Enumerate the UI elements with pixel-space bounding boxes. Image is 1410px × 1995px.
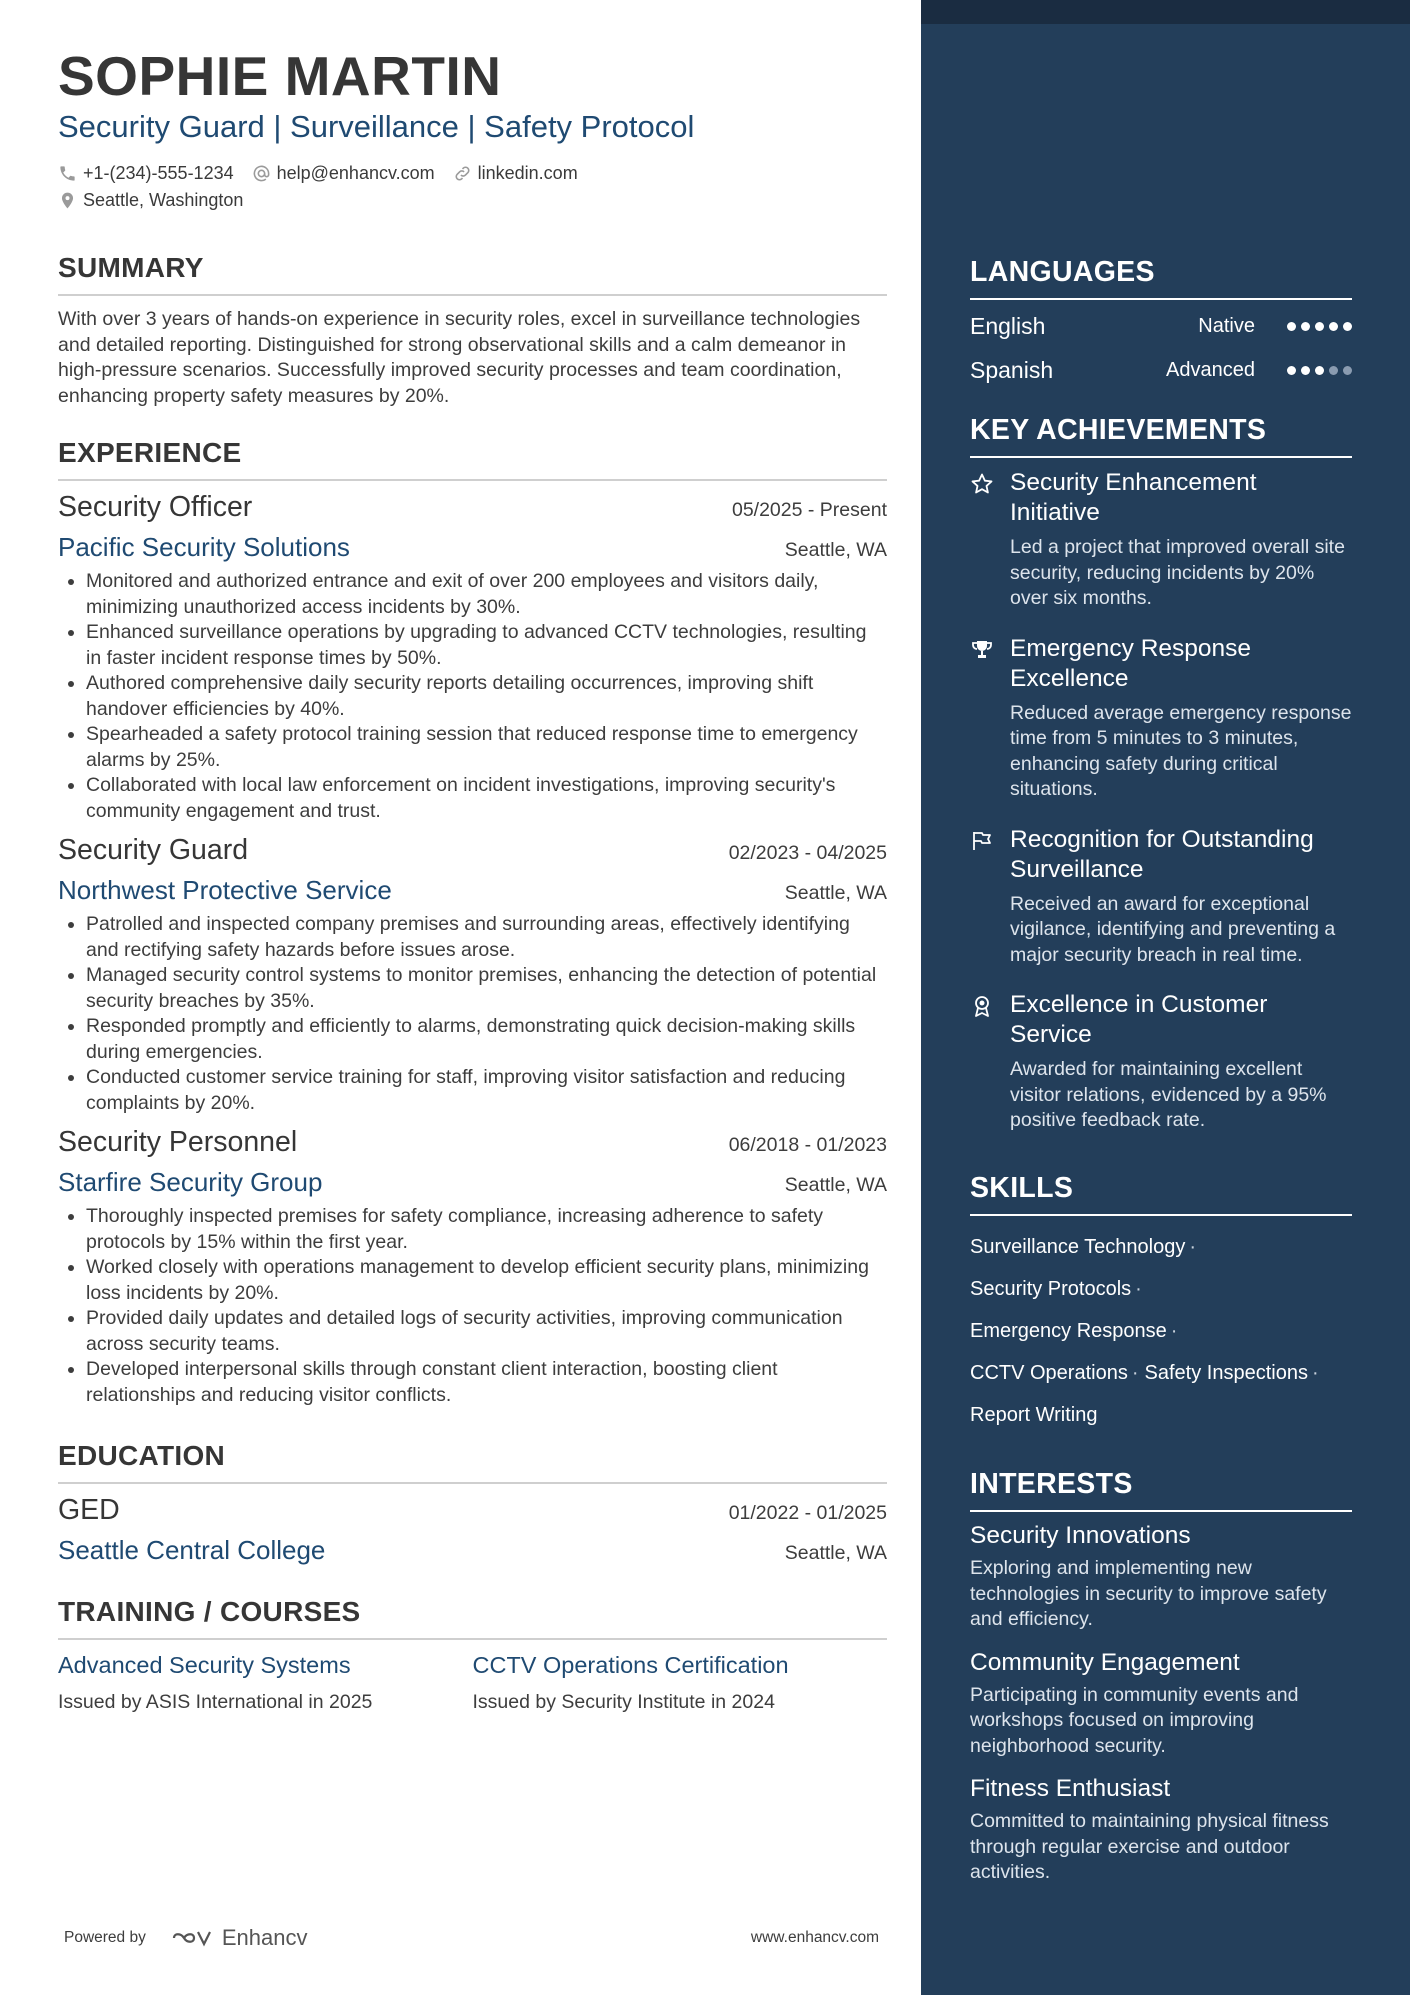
achievement-item: [970, 468, 1352, 612]
phone-icon: [58, 164, 77, 183]
candidate-name: SOPHIE MARTIN: [58, 45, 502, 107]
powered-by-label: Powered by: [64, 1929, 146, 1946]
job-bullet: • Authored comprehensive daily security reports detailing occurrences, improving shift handover efficiencies by 40%.: [86, 671, 887, 722]
contact-info: [58, 160, 887, 214]
interest-desc: Committed to maintaining physical fitness through regular exercise and outdoor activities.: [970, 1810, 1329, 1883]
footer: [64, 1925, 879, 1951]
enhancv-logo-icon: [168, 1926, 214, 1950]
achievement-title: Excellence in Customer Service: [1010, 991, 1268, 1048]
main-column: [58, 46, 887, 1714]
job-title: Security Guard: [58, 834, 249, 866]
phone-text: +1-(234)-555-1234: [83, 163, 234, 183]
job-dates: 06/2018 - 01/2023: [728, 1134, 887, 1156]
job-bullet: • Spearheaded a safety protocol training session that reduced response time to emergency alarms by 25%.: [86, 722, 887, 773]
course-issuer: Issued by ASIS International in 2025: [58, 1691, 373, 1713]
section-title-skills: SKILLS: [970, 1172, 1352, 1216]
rating-dot-filled: [1343, 322, 1352, 331]
training-section: [58, 1596, 887, 1714]
language-level: Advanced: [1166, 358, 1255, 381]
course-title: Advanced Security Systems: [58, 1652, 351, 1678]
job-bullet: • Developed interpersonal skills through constant client interaction, boosting client relationships and reducing visitor conflicts.: [86, 1357, 887, 1408]
job-bullet: • Conducted customer service training for staff, improving visitor satisfaction and reducing complaints by 20%.: [86, 1065, 887, 1116]
job-location: Seattle, WA: [784, 882, 887, 904]
section-title-training: TRAINING / COURSES: [58, 1596, 887, 1640]
section-title-education: EDUCATION: [58, 1440, 887, 1484]
rating-dot-filled: [1329, 322, 1338, 331]
language-item: [970, 304, 1352, 348]
experience-section: [58, 437, 887, 1408]
education-entry: [58, 1494, 887, 1566]
interest-title: Security Innovations: [970, 1522, 1191, 1549]
job-entry: [58, 1126, 887, 1408]
job-entry: [58, 834, 887, 1116]
company-name: Northwest Protective Service: [58, 875, 392, 905]
link-icon: [453, 164, 472, 183]
job-bullet: • Thoroughly inspected premises for safety compliance, increasing adherence to safety protocols by 15% within the first year.: [86, 1204, 887, 1255]
award-icon: [970, 994, 994, 1018]
interest-desc: Participating in community events and workshops focused on improving neighborhood security.: [970, 1683, 1299, 1757]
job-bullets: [58, 1204, 887, 1408]
course-item: [473, 1652, 888, 1714]
school-name: Seattle Central College: [58, 1535, 326, 1565]
trophy-icon: [970, 638, 994, 662]
section-title-languages: LANGUAGES: [970, 256, 1352, 300]
job-dates: 02/2023 - 04/2025: [728, 842, 887, 864]
summary-section: [58, 252, 887, 409]
skills-list: Surveillance Technology · Security Protocols · Emergency Response · CCTV Operations · Safety Inspections · Report Writing: [970, 1235, 1319, 1426]
education-dates: 01/2022 - 01/2025: [728, 1502, 887, 1524]
job-bullet: • Provided daily updates and detailed logs of security activities, improving communication across security teams.: [86, 1306, 887, 1357]
achievement-desc: Awarded for maintaining excellent visitor relations, evidenced by a 95% positive feedback rate.: [1010, 1058, 1327, 1131]
interest-desc: Exploring and implementing new technologies in security to improve safety and efficiency.: [970, 1557, 1327, 1630]
rating-dot-filled: [1315, 322, 1324, 331]
achievement-desc: Received an award for exceptional vigilance, identifying and preventing a major security breach in real time.: [1010, 892, 1336, 966]
interest-item: [970, 1522, 1352, 1633]
section-title-achievements: KEY ACHIEVEMENTS: [970, 414, 1352, 458]
language-rating: [1287, 366, 1352, 375]
languages-section: [970, 256, 1352, 392]
linkedin-contact[interactable]: [453, 163, 578, 184]
star-icon: [970, 472, 994, 496]
powered-by: [64, 1925, 307, 1951]
rating-dot-filled: [1287, 322, 1296, 331]
skill-tag: CCTV Operations: [970, 1361, 1128, 1384]
company-name: Pacific Security Solutions: [58, 532, 350, 562]
interest-title: Fitness Enthusiast: [970, 1775, 1171, 1802]
rating-dot-filled: [1301, 366, 1310, 375]
achievement-desc: Led a project that improved overall site security, reducing incidents by 20% over six months.: [1010, 536, 1345, 609]
at-icon: [252, 164, 271, 183]
skill-tag: Report Writing: [970, 1403, 1098, 1426]
job-bullet: • Patrolled and inspected company premises and surrounding areas, effectively identifying and rectifying safety hazards before issues arose.: [86, 912, 887, 963]
job-bullet: • Collaborated with local law enforcement on incident investigations, improving security's community engagement and trust.: [86, 773, 887, 824]
job-bullets: [58, 912, 887, 1116]
language-item: [970, 348, 1352, 392]
email-contact[interactable]: [252, 163, 435, 184]
company-name: Starfire Security Group: [58, 1167, 323, 1197]
job-title: Security Personnel: [58, 1126, 298, 1158]
headline: Security Guard | Surveillance | Safety Protocol: [58, 109, 695, 144]
course-item: [58, 1652, 473, 1714]
achievement-desc: Reduced average emergency response time from 5 minutes to 3 minutes, enhancing safety during critical situations.: [1010, 701, 1352, 800]
achievement-title: Security Enhancement Initiative: [1010, 469, 1257, 526]
enhancv-logo[interactable]: [168, 1925, 308, 1951]
interests-section: [970, 1468, 1352, 1886]
job-location: Seattle, WA: [784, 1174, 887, 1196]
job-entry: [58, 491, 887, 824]
achievement-item: [970, 825, 1352, 969]
achievements-section: [970, 414, 1352, 1134]
location-pin-icon: [58, 191, 77, 210]
achievement-item: [970, 990, 1352, 1134]
location-contact: [58, 190, 243, 211]
course-title: CCTV Operations Certification: [472, 1652, 789, 1678]
section-title-summary: SUMMARY: [58, 252, 887, 296]
phone-contact[interactable]: [58, 163, 234, 184]
location-text: Seattle, Washington: [83, 190, 244, 210]
job-bullets: [58, 569, 887, 824]
interest-item: [970, 1649, 1352, 1760]
brand-name: Enhancv: [221, 1925, 308, 1950]
skill-tag: Emergency Response: [970, 1319, 1167, 1342]
language-level: Native: [1198, 314, 1255, 337]
education-section: [58, 1440, 887, 1566]
skills-section: [970, 1172, 1352, 1436]
sidebar-top-bar: [921, 0, 1410, 24]
course-issuer: Issued by Security Institute in 2024: [472, 1691, 775, 1713]
course-list: [58, 1652, 887, 1714]
flag-icon: [970, 829, 994, 853]
skill-tag: Surveillance Technology: [970, 1235, 1186, 1258]
interest-item: [970, 1775, 1352, 1886]
skill-tag: Safety Inspections: [1144, 1361, 1308, 1384]
school-location: Seattle, WA: [784, 1542, 887, 1564]
job-bullet: • Managed security control systems to monitor premises, enhancing the detection of potential security breaches by 35%.: [86, 963, 887, 1014]
job-bullet: • Worked closely with operations management to develop efficient security plans, minimizing loss incidents by 20%.: [86, 1255, 887, 1306]
skill-tag: Security Protocols: [970, 1277, 1132, 1300]
job-bullet: • Responded promptly and efficiently to alarms, demonstrating quick decision-making skills during emergencies.: [86, 1014, 887, 1065]
rating-dot-filled: [1301, 322, 1310, 331]
rating-dot-filled: [1315, 366, 1324, 375]
rating-dot-filled: [1287, 366, 1296, 375]
job-bullet: • Enhanced surveillance operations by upgrading to advanced CCTV technologies, resulting in faster incident response times by 50%.: [86, 620, 887, 671]
email-text: help@enhancv.com: [276, 163, 435, 183]
rating-dot-empty: [1329, 366, 1338, 375]
section-title-experience: EXPERIENCE: [58, 437, 887, 481]
degree: GED: [58, 1494, 120, 1526]
achievement-item: [970, 634, 1352, 803]
language-name: Spanish: [970, 356, 1054, 383]
job-title: Security Officer: [58, 491, 253, 523]
interest-title: Community Engagement: [970, 1648, 1240, 1676]
language-name: English: [970, 312, 1046, 339]
footer-url[interactable]: www.enhancv.com: [750, 1929, 879, 1946]
linkedin-text: linkedin.com: [477, 163, 578, 183]
language-rating: [1287, 322, 1352, 331]
job-dates: 05/2025 - Present: [731, 499, 887, 521]
summary-text: With over 3 years of hands-on experience in security roles, excel in surveillance technologies and detailed reporting. Distinguished for strong observational skills and a calm demeanor in high-pressure scenarios. Successfully improved security processes and team coordination, enhancing property safety measures by 20%.: [58, 308, 861, 407]
achievement-title: Recognition for Outstanding Surveillance: [1010, 825, 1314, 883]
rating-dot-empty: [1343, 366, 1352, 375]
section-title-interests: INTERESTS: [970, 1468, 1352, 1512]
job-bullet: • Monitored and authorized entrance and exit of over 200 employees and visitors daily, minimizing unauthorized access incidents by 30%.: [86, 569, 887, 620]
achievement-title: Emergency Response Excellence: [1010, 634, 1252, 692]
job-location: Seattle, WA: [784, 539, 887, 561]
